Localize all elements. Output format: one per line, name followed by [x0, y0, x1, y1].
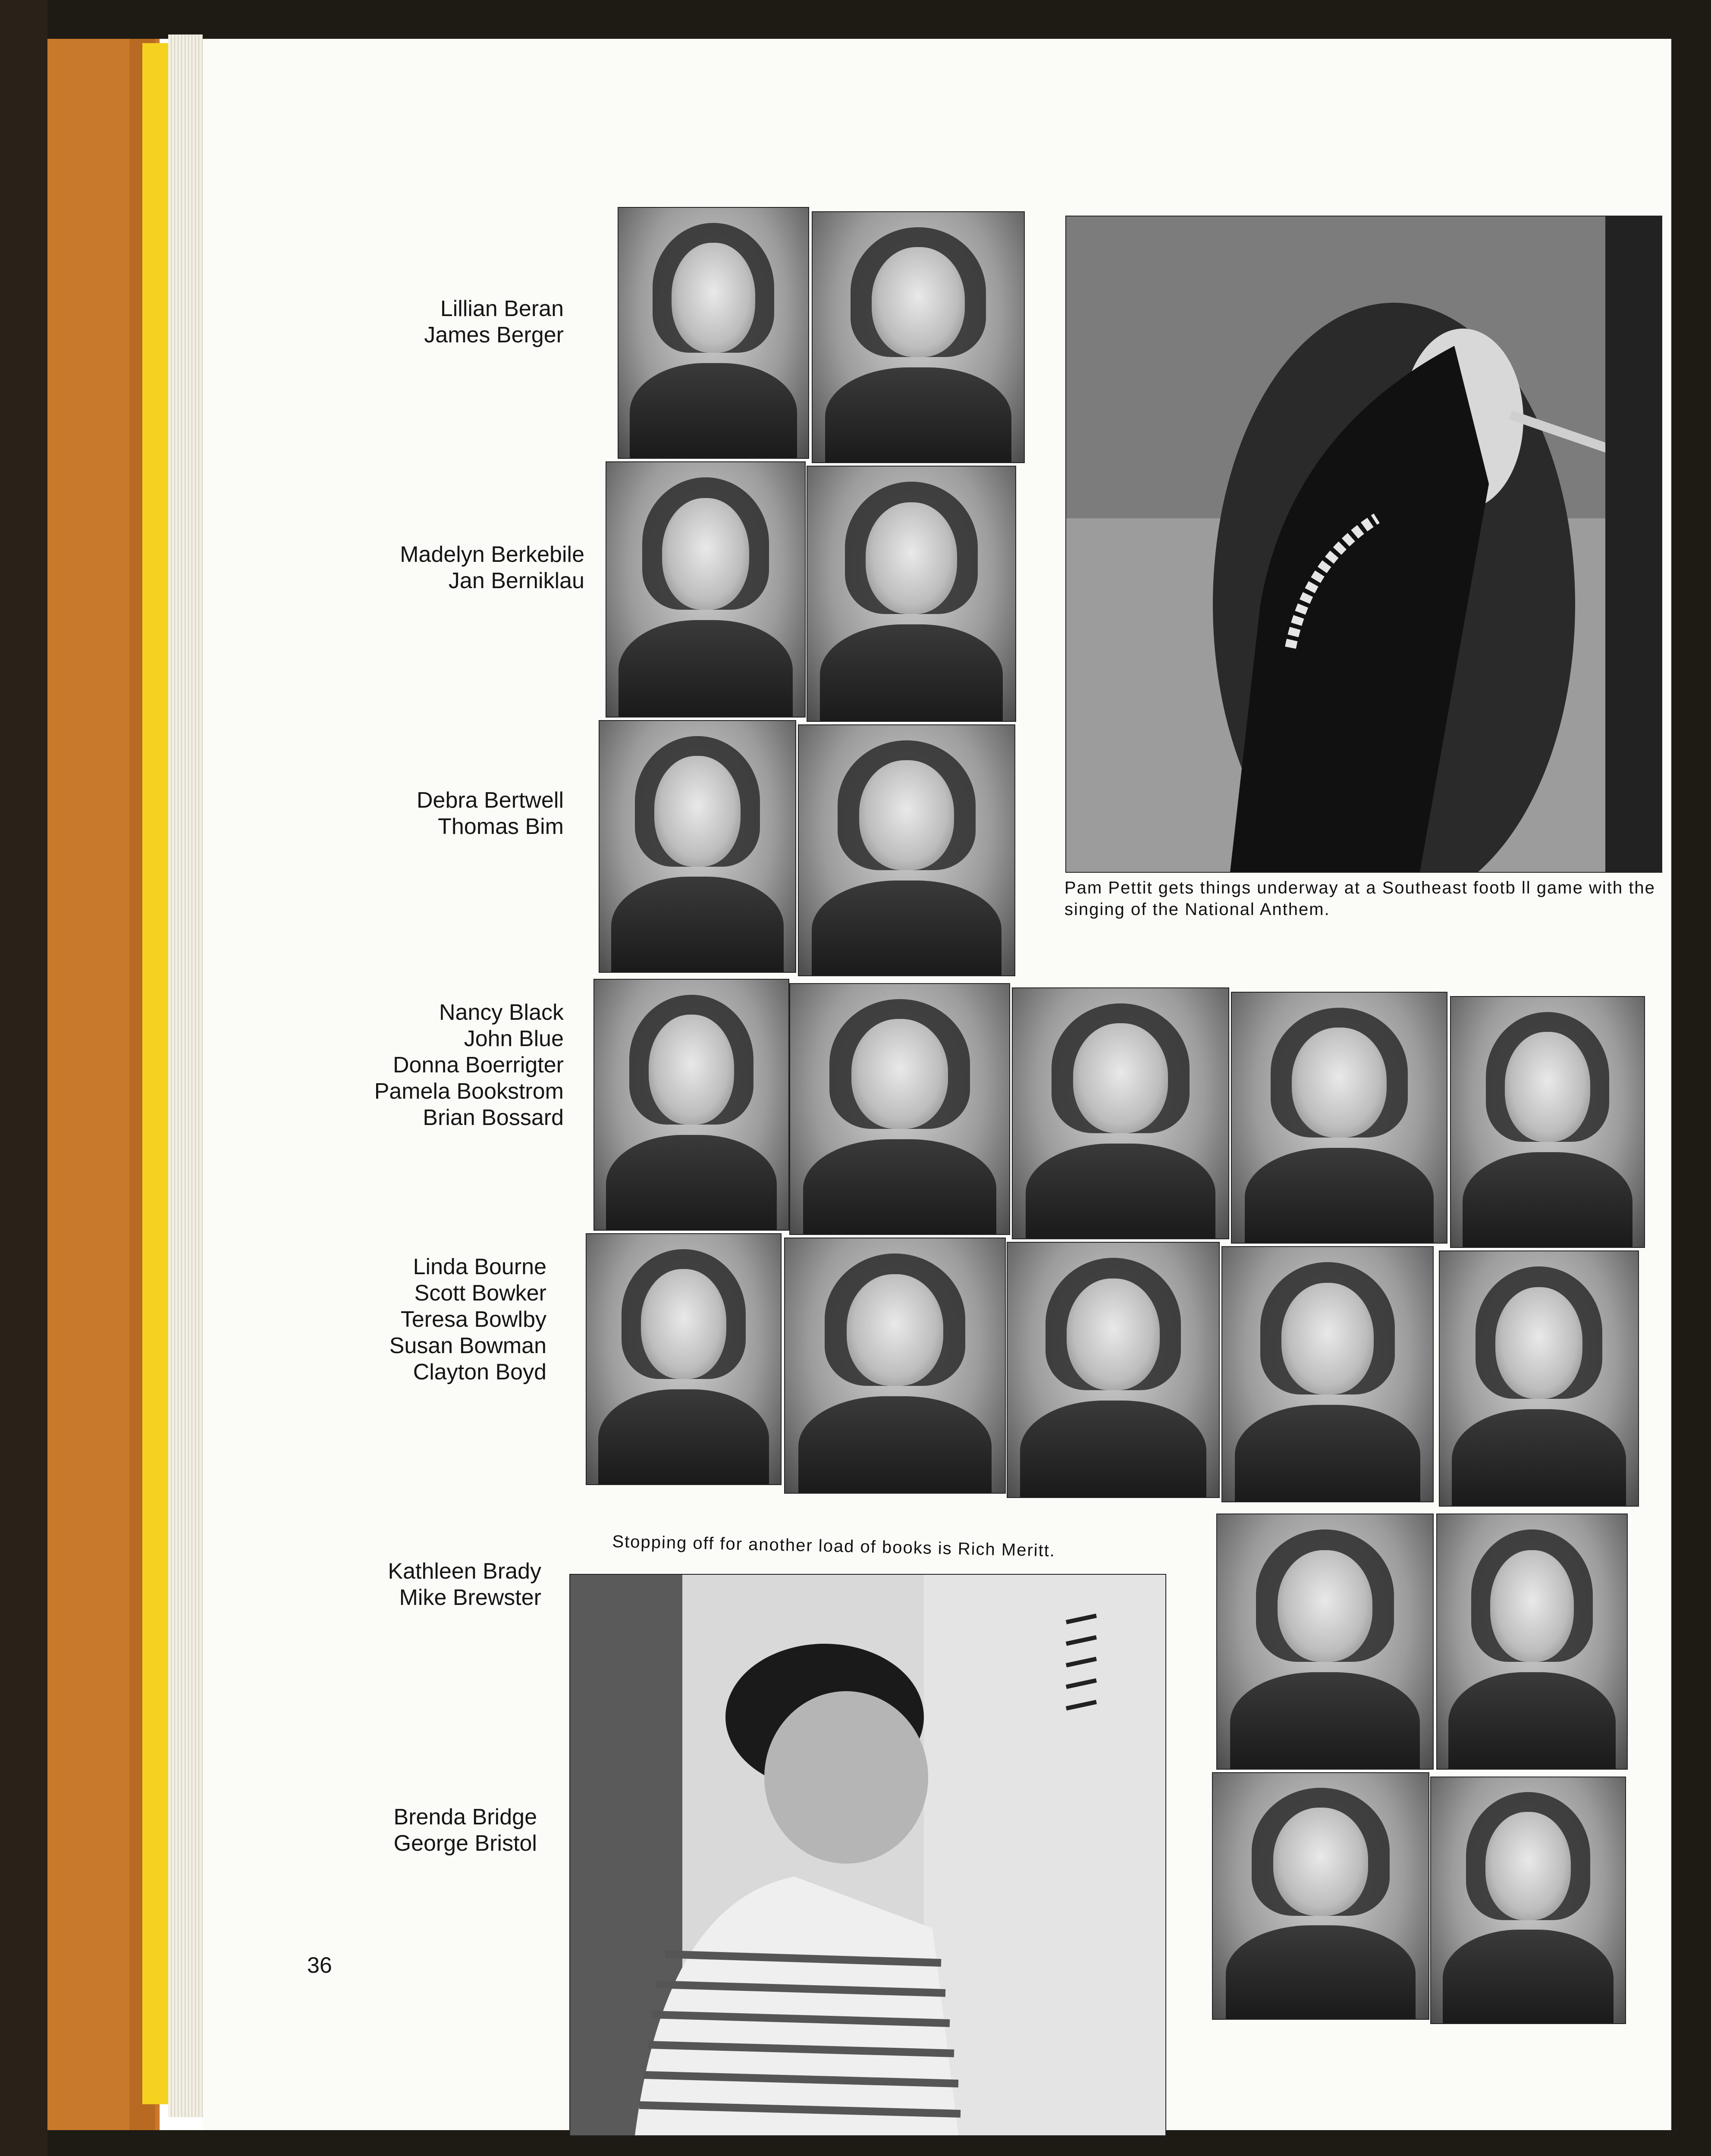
student-name: Scott Bowker — [414, 1281, 546, 1306]
portrait-mike-brewster — [1436, 1514, 1628, 1770]
page-number: 36 — [307, 1953, 332, 1978]
student-name: Nancy Black — [439, 1000, 564, 1025]
anthem-photo — [1065, 216, 1662, 873]
student-name: Madelyn Berkebile — [400, 542, 584, 567]
portrait-donna-boerrigter — [1012, 987, 1229, 1239]
name-group-1 — [424, 296, 564, 348]
portrait-madelyn-berkebile — [606, 461, 806, 718]
portrait-john-blue — [789, 983, 1010, 1235]
book-binding — [0, 0, 47, 2156]
right-scan-border — [1671, 0, 1711, 2156]
student-name: Teresa Bowlby — [400, 1307, 546, 1332]
student-name: Susan Bowman — [389, 1333, 546, 1358]
name-group-7 — [394, 1804, 537, 1857]
portrait-jan-berniklau — [807, 466, 1016, 722]
portrait-lillian-beran — [618, 207, 809, 459]
student-name: Thomas Bim — [438, 814, 564, 839]
locker-photo — [569, 1574, 1166, 2136]
student-name: Debra Bertwell — [416, 788, 564, 813]
locker-caption: Stopping off for another load of books is Rich Meritt. — [612, 1532, 1056, 1561]
name-group-5 — [389, 1254, 546, 1385]
portrait-brian-bossard — [1450, 996, 1645, 1248]
student-name: Brian Bossard — [423, 1105, 564, 1130]
name-group-6 — [388, 1558, 541, 1611]
top-scan-border — [47, 0, 1711, 39]
name-group-2 — [400, 542, 584, 594]
portrait-thomas-bim — [798, 724, 1015, 976]
portrait-pamela-bookstrom — [1231, 992, 1447, 1244]
student-name: Clayton Boyd — [413, 1360, 546, 1385]
name-group-3 — [417, 787, 564, 840]
student-name: Mike Brewster — [399, 1585, 541, 1610]
portrait-clayton-boyd — [1439, 1250, 1639, 1507]
portrait-george-bristol — [1430, 1777, 1626, 2024]
student-name: Brenda Bridge — [393, 1805, 537, 1830]
student-name: John Blue — [464, 1026, 564, 1051]
student-name: James Berger — [424, 323, 564, 348]
portrait-brenda-bridge — [1212, 1772, 1429, 2020]
portrait-linda-bourne — [586, 1233, 782, 1485]
student-name: Jan Berniklau — [448, 568, 584, 593]
page-edge-stack — [168, 34, 203, 2117]
name-group-4 — [374, 1000, 564, 1131]
student-name: Kathleen Brady — [388, 1559, 541, 1584]
student-name: Donna Boerrigter — [393, 1053, 564, 1078]
portrait-james-berger — [812, 211, 1025, 463]
portrait-teresa-bowlby — [1007, 1242, 1220, 1498]
student-name: Pamela Bookstrom — [374, 1079, 564, 1104]
student-name: George Bristol — [393, 1831, 537, 1856]
student-name: Linda Bourne — [413, 1254, 546, 1279]
portrait-susan-bowman — [1221, 1246, 1434, 1502]
portrait-nancy-black — [593, 979, 789, 1231]
portrait-debra-bertwell — [599, 720, 796, 973]
anthem-caption: Pam Pettit gets things underway at a Southeast footb ll game with the singing of the National Anthem. — [1064, 878, 1655, 919]
portrait-scott-bowker — [784, 1238, 1006, 1494]
anthem-photo-art — [1066, 216, 1661, 872]
portrait-kathleen-brady — [1216, 1514, 1434, 1770]
locker-photo-art — [570, 1575, 1165, 2135]
student-name: Lillian Beran — [440, 296, 564, 321]
